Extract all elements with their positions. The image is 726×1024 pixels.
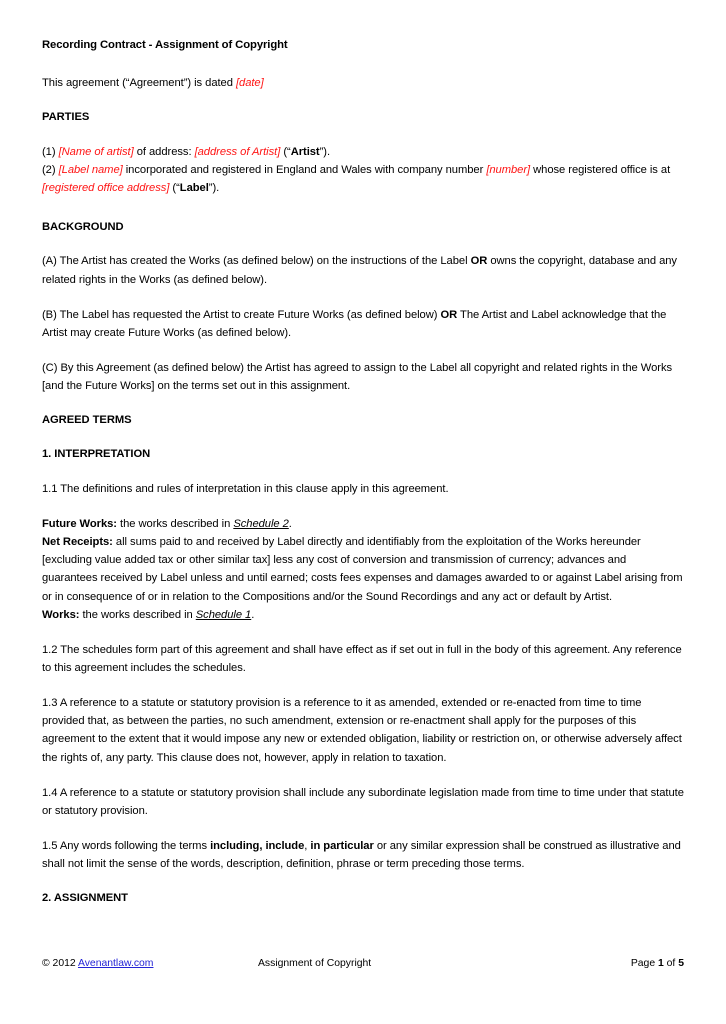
agreed-terms-heading: AGREED TERMS [42,414,132,427]
net-receipts-text: all sums paid to and received by Label directly and identifiably from the exploitation of the Works hereunder [excluding value added tax or other similar tax] less any cost of conversion and transmission of currency; advances and guarantees received by Label unless and until earned; costs fees expenses and damages awarded to or against Label arising from or in consequence of or in relation to the Compositions and/or the Sound Recordings and any act or default by Artist. [42,536,683,603]
footer-document-name: Assignment of Copyright [258,958,372,969]
recital-a-post: owns the copyright, database and any related rights in the Works (as defined below). [42,255,677,286]
clause-1-5-sep-2: , [304,839,311,852]
definition-net-receipts [42,533,684,606]
definition-works [42,606,684,624]
clause-1-5-pre: 1.5 Any words following the terms [42,839,211,852]
works-term: Works: [42,608,80,621]
footer-copyright [42,956,153,972]
works-schedule-reference: Schedule 1 [195,608,252,621]
definition-future-works [42,515,684,533]
clause-1-2: 1.2 The schedules form part of this agreement and shall have effect as if set out in full in the body of this agreement. Any reference to this agreement includes the schedules. [42,643,682,674]
party-1-after: (“ [280,146,291,159]
clause-1-5-term-including: including, [210,839,263,852]
registered-office-placeholder: [registered office address] [42,182,170,195]
clause-1-5-term-in-particular: in particular [310,839,374,852]
recital-a-pre: (A) The Artist has created the Works (as defined below) on the instructions of the Label [42,255,471,268]
avenantlaw-link[interactable]: Avenantlaw.com [77,958,154,969]
page-title: Recording Contract - Assignment of Copyright [42,39,288,51]
recital-b-post: The Artist and Label acknowledge that the Artist may create Future Works (as defined below). [42,308,667,339]
artist-defined-term: Artist [290,146,320,159]
party-1-end: ”). [319,146,331,159]
copyright-text: © 2012 [42,958,78,969]
party-2-number: (2) [42,164,59,177]
background-recital-b [42,306,684,342]
agreement-date-prefix: This agreement (“Agreement”) is dated [42,77,236,90]
party-2-end: ”). [208,182,220,195]
page-footer [42,956,684,972]
clause-1-5-term-include: include [265,839,305,852]
works-text-after: . [251,608,255,621]
clause-1-5-post: or any similar expression shall be construed as illustrative and shall not limit the sense of the words, description, definition, phrase or term preceding those terms. [42,839,681,871]
party-1-number: (1) [42,146,59,159]
label-name-placeholder: [Label name] [58,164,123,177]
recital-b-pre: (B) The Label has requested the Artist to create Future Works (as defined below) [42,308,441,321]
clause-1-3: 1.3 A reference to a statute or statutory provision is a reference to it as amended, extended or re-enacted from time to time provided that, as between the parties, no such amendment, extension or re-enactment shall apply for the purposes of this agreement to the extent that it would impose any new or extended obligation, liability or restriction on, or otherwise adversely affect the rights of, any party. This clause does not, however, apply in relation to taxation. [42,697,682,764]
future-works-term: Future Works: [42,517,117,530]
total-page-count: 5 [678,958,684,969]
background-recital-c: (C) By this Agreement (as defined below) the Artist has agreed to assign to the Label all copyright and related rights in the Works [and the Future Works] on the terms set out in this assignment. [42,361,673,393]
party-2-mid-2: whose registered office is at [530,164,671,177]
clause-1-5 [42,837,684,873]
future-works-text-before: the works described in [116,517,234,530]
net-receipts-term: Net Receipts: [42,536,113,549]
background-recital-a [42,252,684,288]
clause-1-1: 1.1 The definitions and rules of interpretation in this clause apply in this agreement. [42,482,449,495]
label-defined-term: Label [179,182,209,195]
date-placeholder: [date] [235,77,264,90]
assignment-heading: 2. ASSIGNMENT [42,892,128,905]
recital-b-or: OR [440,308,458,321]
background-heading: BACKGROUND [42,220,124,233]
artist-name-placeholder: [Name of artist] [58,146,134,159]
party-2-mid: incorporated and registered in England and Wales with company number [122,164,487,177]
future-works-text-after: . [288,517,292,530]
artist-address-placeholder: [address of Artist] [194,146,281,159]
clause-1-4: 1.4 A reference to a statute or statutory provision shall include any subordinate legislation made from time to time under that statute or statutory provision. [42,786,684,817]
parties-list [42,143,684,197]
works-text-before: the works described in [79,608,196,621]
future-works-schedule-reference: Schedule 2 [233,517,289,530]
interpretation-heading: 1. INTERPRETATION [42,448,151,461]
page-of-text: of [663,958,679,969]
party-2-after: (“ [169,182,180,195]
agreement-date-line [42,74,684,92]
current-page-number: 1 [657,958,664,969]
party-1-mid: of address: [133,146,195,159]
party-item-2 [42,161,684,197]
party-item-1 [42,143,684,161]
recital-a-or: OR [470,255,488,268]
parties-heading: PARTIES [42,111,90,124]
company-number-placeholder: [number] [486,164,531,177]
page-label: Page [630,958,658,969]
definitions-block [42,515,684,624]
footer-page-number [631,956,684,972]
